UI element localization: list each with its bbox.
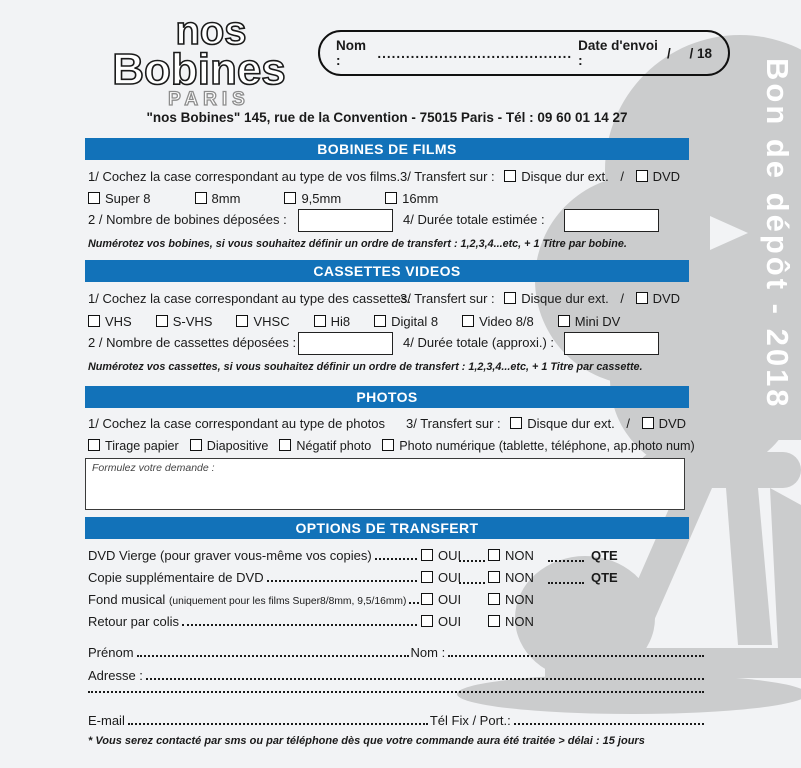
email-label: E-mail	[88, 713, 125, 728]
photos-dvd-label: DVD	[658, 416, 687, 431]
adresse-field-line2[interactable]	[88, 691, 704, 693]
prenom-label: Prénom	[88, 645, 134, 660]
diapositive-checkbox[interactable]	[190, 439, 202, 451]
9-5mm-checkbox[interactable]	[284, 192, 296, 204]
cassettes-count-input[interactable]	[298, 332, 393, 355]
films-q4-label: 4/ Durée totale estimée :	[403, 212, 545, 227]
9-5mm-label: 9,5mm	[301, 191, 342, 206]
oui-label: OUI	[438, 592, 462, 607]
s-vhs-checkbox[interactable]	[156, 315, 168, 327]
copie-dvd-qte-field[interactable]: QTE	[591, 570, 618, 585]
leader-dots	[375, 558, 417, 560]
cassettes-disque-dur-checkbox[interactable]	[504, 292, 516, 304]
leader-dots	[182, 624, 417, 626]
diapositive-label: Diapositive	[206, 439, 269, 453]
video-8-checkbox[interactable]	[462, 315, 474, 327]
option-row-fond-musical	[85, 592, 689, 610]
contact-footnote: * Vous serez contacté par sms ou par téléphone dès que votre commande aura été traitée > délai : 15 jours	[88, 735, 645, 747]
photo-numerique-label: Photo numérique (tablette, téléphone, ap.photo num)	[399, 439, 695, 453]
dvd-vierge-qte-field[interactable]: QTE	[591, 548, 618, 563]
request-textarea[interactable]	[85, 458, 685, 510]
8mm-label: 8mm	[211, 191, 241, 206]
retour-colis-oui-checkbox[interactable]	[421, 615, 433, 627]
company-address: "nos Bobines" 145, rue de la Convention - 75015 Paris - Tél : 09 60 01 14 27	[146, 110, 628, 125]
leader-dots	[409, 602, 419, 604]
nom-label: Nom :	[410, 645, 446, 660]
fond-musical-detail: (uniquement pour les films Super8/8mm, 9,5/16mm)	[168, 596, 407, 607]
tel-field[interactable]	[514, 723, 704, 725]
cassettes-disque-dur-label: Disque dur ext.	[521, 291, 609, 306]
fond-musical-label: Fond musical	[88, 592, 166, 607]
vhsc-checkbox[interactable]	[236, 315, 248, 327]
request-label: Formulez votre demande :	[92, 462, 215, 474]
mini-dv-checkbox[interactable]	[558, 315, 570, 327]
negatif-photo-checkbox[interactable]	[279, 439, 291, 451]
cassettes-dvd-label: DVD	[652, 291, 681, 306]
option-row-dvd-vierge	[85, 548, 689, 566]
cassettes-note: Numérotez vos cassettes, si vous souhaitez définir un ordre de transfert : 1,2,3,4...etc, + 1 Titre par cassette.	[88, 361, 643, 373]
nos-bobines-logo	[91, 10, 326, 115]
leader-dots	[548, 582, 584, 584]
retour-colis-label: Retour par colis	[88, 614, 180, 629]
oui-label: OUI	[438, 614, 462, 629]
cassettes-q1-label: 1/ Cochez la case correspondant au type des cassettes.	[88, 291, 412, 306]
section-header-photos: PHOTOS	[85, 386, 689, 408]
adresse-field[interactable]	[146, 678, 704, 680]
photos-disque-dur-label: Disque dur ext.	[527, 416, 615, 431]
retour-colis-non-checkbox[interactable]	[488, 615, 500, 627]
date-envoi-label: Date d'envoi :	[578, 38, 658, 68]
vhsc-label: VHSC	[253, 314, 290, 329]
digital-8-label: Digital 8	[391, 314, 439, 329]
option-row-copie-dvd	[85, 570, 689, 588]
copie-dvd-label: Copie supplémentaire de DVD	[88, 570, 264, 585]
cassettes-transfer-separator: /	[620, 291, 624, 306]
films-disque-dur-checkbox[interactable]	[504, 170, 516, 182]
logo-line1: nos	[175, 10, 247, 53]
cassettes-q4-label: 4/ Durée totale (approxi.) :	[403, 335, 555, 350]
films-transfer-separator: /	[620, 169, 624, 184]
non-label: NON	[505, 548, 534, 563]
leader-dots	[548, 560, 584, 562]
leader-dots	[267, 580, 417, 582]
photos-disque-dur-checkbox[interactable]	[510, 417, 522, 429]
tel-label: Tél Fix / Port.:	[429, 713, 511, 728]
16mm-checkbox[interactable]	[385, 192, 397, 204]
non-label: NON	[505, 570, 534, 585]
leader-dots	[459, 560, 485, 562]
digital-8-checkbox[interactable]	[374, 315, 386, 327]
nom-field[interactable]: .........................................	[377, 45, 573, 61]
8mm-checkbox[interactable]	[195, 192, 207, 204]
non-label: NON	[505, 592, 534, 607]
s-vhs-label: S-VHS	[172, 314, 213, 329]
16mm-label: 16mm	[402, 191, 439, 206]
oui-label: OUI	[438, 570, 462, 585]
oui-label: OUI	[438, 548, 462, 563]
films-dvd-checkbox[interactable]	[636, 170, 648, 182]
cassettes-duration-input[interactable]	[564, 332, 659, 355]
copie-dvd-non-checkbox[interactable]	[488, 571, 500, 583]
leader-dots	[459, 582, 485, 584]
adresse-label: Adresse :	[88, 668, 143, 683]
cassettes-q3-label: 3/ Transfert sur :	[400, 291, 495, 306]
tirage-papier-label: Tirage papier	[105, 439, 179, 453]
non-label: NON	[505, 614, 534, 629]
films-duration-input[interactable]	[564, 209, 659, 232]
photos-q3-label: 3/ Transfert sur :	[406, 416, 501, 431]
logo-line2: Bobines	[112, 45, 286, 94]
option-row-retour-colis	[85, 614, 689, 632]
email-field[interactable]	[128, 723, 428, 725]
hi8-label: Hi8	[330, 314, 351, 329]
films-note: Numérotez vos bobines, si vous souhaitez définir un ordre de transfert : 1,2,3,4...etc, + 1 Titre par bobine.	[88, 238, 627, 250]
cassettes-dvd-checkbox[interactable]	[636, 292, 648, 304]
fond-musical-oui-checkbox[interactable]	[421, 593, 433, 605]
copie-dvd-oui-checkbox[interactable]	[421, 571, 433, 583]
dvd-vierge-label: DVD Vierge (pour graver vous-même vos copies)	[88, 548, 372, 563]
hi8-checkbox[interactable]	[314, 315, 326, 327]
vhs-label: VHS	[105, 314, 132, 329]
fond-musical-non-checkbox[interactable]	[488, 593, 500, 605]
films-q1-label: 1/ Cochez la case correspondant au type de vos films.	[88, 169, 401, 184]
photos-transfer-separator: /	[626, 416, 630, 431]
section-header-options: OPTIONS DE TRANSFERT	[85, 517, 689, 539]
films-q2-label: 2 / Nombre de bobines déposées :	[88, 212, 287, 227]
films-dvd-label: DVD	[652, 169, 681, 184]
vhs-checkbox[interactable]	[88, 315, 100, 327]
watermark-label: Bon de dépôt - 2018	[760, 58, 795, 410]
dvd-vierge-non-checkbox[interactable]	[488, 549, 500, 561]
nom-label: Nom :	[336, 38, 366, 68]
bobines-count-input[interactable]	[298, 209, 393, 232]
photos-dvd-checkbox[interactable]	[642, 417, 654, 429]
super-8-checkbox[interactable]	[88, 192, 100, 204]
tirage-papier-checkbox[interactable]	[88, 439, 100, 451]
logo-city: PARIS	[168, 89, 250, 110]
cassettes-q2-label: 2 / Nombre de cassettes déposées :	[88, 335, 297, 350]
mini-dv-label: Mini DV	[574, 314, 621, 329]
films-disque-dur-label: Disque dur ext.	[521, 169, 609, 184]
photos-q1-label: 1/ Cochez la case correspondant au type de photos	[88, 416, 386, 431]
films-q3-label: 3/ Transfert sur :	[400, 169, 495, 184]
photo-numerique-checkbox[interactable]	[382, 439, 394, 451]
dvd-vierge-oui-checkbox[interactable]	[421, 549, 433, 561]
super-8-label: Super 8	[105, 191, 151, 206]
date-envoi-field[interactable]: / / 18	[659, 45, 712, 61]
section-header-cassettes: CASSETTES VIDEOS	[85, 260, 689, 282]
name-date-box	[318, 30, 730, 76]
video-8-label: Video 8/8	[479, 314, 534, 329]
nom-field[interactable]	[448, 655, 704, 657]
section-header-films: BOBINES DE FILMS	[85, 138, 689, 160]
prenom-field[interactable]	[137, 655, 409, 657]
negatif-photo-label: Négatif photo	[296, 439, 372, 453]
